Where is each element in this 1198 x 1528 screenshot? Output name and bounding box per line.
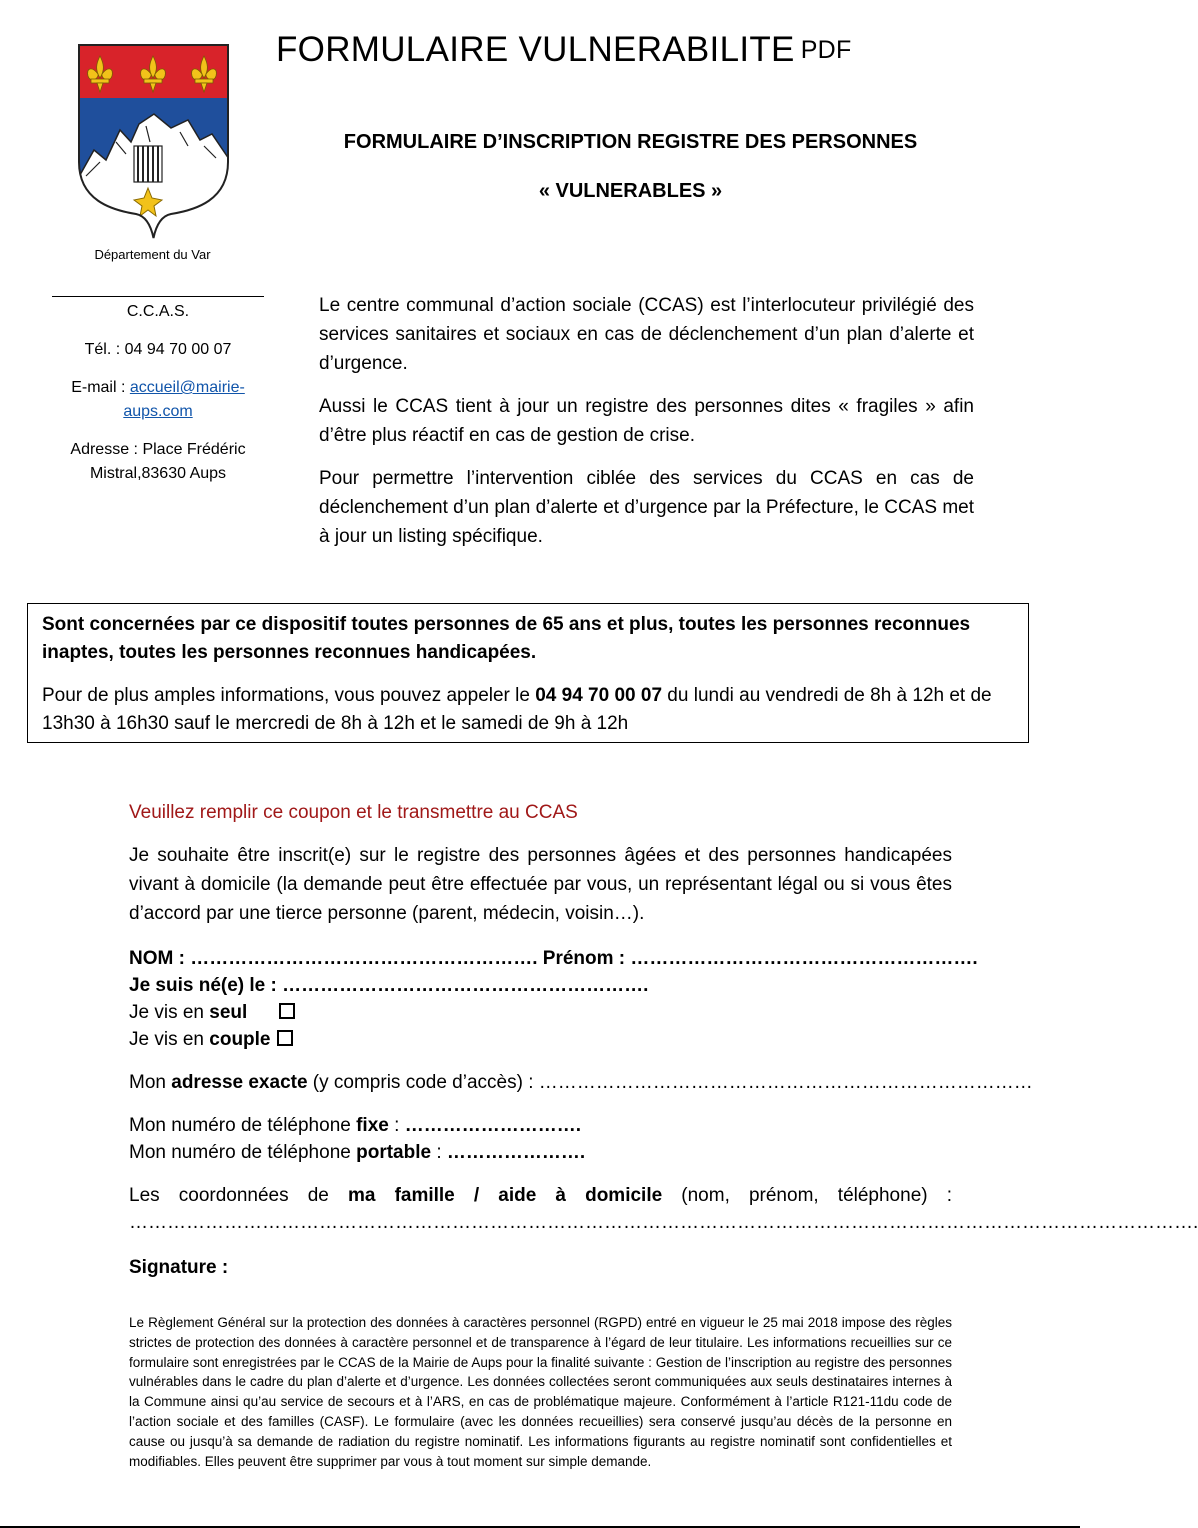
family-prefix: Les coordonnées de: [129, 1185, 348, 1206]
intro-paragraph-3: Pour permettre l’intervention ciblée des services du CCAS en cas de déclenchement d’un plan d’alerte et d’urgence par la Préfecture, le CCAS met à jour un listing spécifique.: [319, 468, 974, 547]
phone-fixed-field[interactable]: ……………………….: [404, 1115, 581, 1136]
address-bold: adresse exacte: [171, 1072, 308, 1093]
live-alone-word: seul: [209, 1002, 248, 1023]
coupon-form: [129, 798, 1198, 1281]
phone-mobile-row: [129, 1139, 952, 1166]
concerned-persons-text: Sont concernées par ce dispositif toutes personnes de 65 ans et plus, toutes les personnes reconnues inaptes, toutes les personnes reconnues handicapées.: [42, 614, 971, 663]
phone-fixed-prefix: Mon numéro de téléphone: [129, 1115, 357, 1136]
birthdate-row: [129, 972, 952, 999]
phone-mobile-bold: portable: [356, 1142, 432, 1163]
org-name: C.C.A.S.: [126, 303, 190, 320]
live-alone-prefix: Je vis en: [129, 1002, 210, 1023]
family-suffix: (nom, prénom, téléphone) :: [662, 1185, 952, 1206]
nom-label: NOM :: [129, 948, 191, 969]
address-row: [129, 1069, 1033, 1096]
live-couple-row: [129, 1026, 952, 1053]
coupon-description: Je souhaite être inscrit(e) sur le registre des personnes âgées et des personnes handicapées vivant à domicile (la demande peut être effectuée par vous, un représentant légal ou si vous êtes d’accord par une tierce personne (parent, médecin, voisin…).: [129, 845, 952, 924]
town-crest-logo: [76, 42, 231, 240]
phone-fixed-bold: fixe: [356, 1115, 389, 1136]
signature-label: Signature :: [129, 1257, 229, 1278]
live-couple-checkbox[interactable]: [277, 1030, 293, 1046]
address-suffix: (y compris code d’accès) :: [307, 1072, 539, 1093]
phone-fixed-suffix: :: [388, 1115, 405, 1136]
form-heading: FORMULAIRE D’INSCRIPTION REGISTRE DES PERSONNES: [343, 131, 918, 153]
family-contact-field[interactable]: …………………………………………………………………………………………………………………………………………………….: [129, 1212, 1198, 1233]
address-prefix: Mon: [129, 1072, 172, 1093]
birthdate-label: Je suis né(e) le :: [129, 975, 283, 996]
email-line: [52, 376, 264, 400]
email-link-continued[interactable]: aups.com: [123, 403, 193, 420]
coupon-heading: Veuillez remplir ce coupon et le transmettre au CCAS: [129, 802, 578, 823]
phone-number: Tél. : 04 94 70 00 07: [84, 341, 232, 358]
document-title-suffix: PDF: [800, 36, 852, 64]
phone-mobile-prefix: Mon numéro de téléphone: [129, 1142, 357, 1163]
live-couple-prefix: Je vis en: [129, 1029, 210, 1050]
email-label: E-mail :: [71, 379, 130, 396]
info-text-before: Pour de plus amples informations, vous pouvez appeler le: [42, 685, 536, 706]
birthdate-field[interactable]: ………………………………………………….: [282, 975, 649, 996]
info-text-after: du lundi au vendredi de 8h à 12h et de 13h30 à 16h30 sauf le mercredi de 8h à 12h et le samedi de 9h à 12h: [42, 685, 992, 734]
intro-text: [319, 291, 974, 565]
phone-fixed-row: [129, 1112, 952, 1139]
phone-mobile-field[interactable]: ………………….: [446, 1142, 586, 1163]
prenom-field[interactable]: ……………………………………………….: [630, 948, 978, 969]
rgpd-notice: Le Règlement Général sur la protection des données à caractères personnel (RGPD) entré en vigueur le 25 mai 2018 impose des règles strictes de protection des données à caractère personnel et de transparence à l’égard de leur titulaire. Les informations recueillies sur ce formulaire sont enregistrées par le CCAS de la Mairie de Aups pour la finalité suivante : Gestion de l’inscription au registre des personnes vulnérables dans le cadre du plan d’alerte et d’urgence. Les données collectées seront communiquées aux seuls destinataires internes à la Commune ainsi qu’au service de secours et à l’ARS, en cas de problématique majeure. Conformément à l’article R121-11du code de l’action sociale et des familles (CASF). Le formulaire (avec les données recueillies) sera conservé jusqu’au décès de la personne en cause ou jusqu’à sa demande de radiation du registre nominatif. Les informations figurants au registre nominatif sont confidentielles et modifiables. Elles peuvent être supprimer par vous à tout moment sur simple demande.: [129, 1315, 952, 1469]
phone-mobile-suffix: :: [431, 1142, 447, 1163]
email-link[interactable]: accueil@mairie-: [129, 379, 245, 396]
document-title: [276, 30, 852, 70]
prenom-label: Prénom :: [537, 948, 631, 969]
live-couple-word: couple: [209, 1029, 271, 1050]
document-title-text: FORMULAIRE VULNERABILITE: [276, 30, 795, 69]
name-row: [129, 945, 978, 972]
notice-box: [27, 603, 1029, 743]
info-phone-number: 04 94 70 00 07: [535, 685, 663, 706]
address-line-2: Mistral,83630 Aups: [89, 465, 227, 482]
address-field[interactable]: ……………………………………………………………………: [538, 1072, 1033, 1093]
form-heading-vulnerables: « VULNERABLES »: [538, 180, 723, 202]
nom-field[interactable]: ……………………………………………….: [190, 948, 538, 969]
family-contact-row: [129, 1182, 952, 1209]
department-label: Département du Var: [94, 247, 211, 262]
live-alone-checkbox[interactable]: [279, 1003, 295, 1019]
family-bold: ma famille / aide à domicile: [347, 1185, 663, 1206]
intro-paragraph-2: Aussi le CCAS tient à jour un registre des personnes dites « fragiles » afin d’être plus réactif en cas de gestion de crise.: [319, 396, 974, 446]
info-text: [42, 682, 1014, 738]
address-line-1: Adresse : Place Frédéric: [70, 441, 246, 458]
contact-sidebar: [52, 296, 264, 486]
live-alone-row: [129, 999, 952, 1026]
intro-paragraph-1: Le centre communal d’action sociale (CCAS) est l’interlocuteur privilégié des services sanitaires et sociaux en cas de déclenchement d’un plan d’alerte et d’urgence.: [319, 295, 974, 374]
email-line-2: [52, 400, 264, 424]
